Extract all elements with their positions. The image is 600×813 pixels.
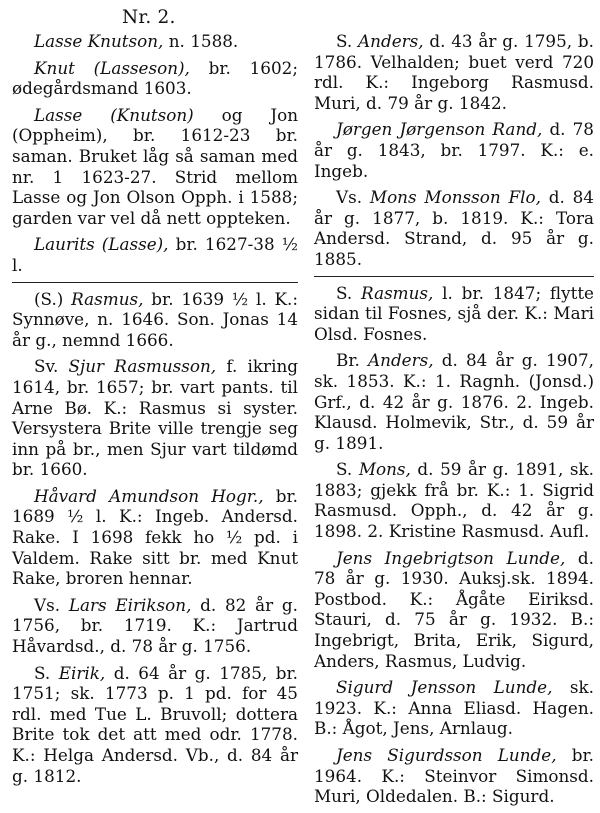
entry-person-name: Lasse (Knutson) [34, 104, 194, 125]
entry-prefix: S. [336, 282, 362, 303]
genealogy-entry [314, 350, 594, 453]
entry-person-name: Håvard Amundson Hogr., [34, 485, 264, 506]
entry-text: d. 84 år g. 1877, b. 1819. K.: Tora Andersd. Strand, d. 95 år g. 1885. [314, 187, 594, 269]
entry-person-name: Laurits (Lasse), [34, 234, 169, 255]
genealogy-entry [314, 677, 594, 739]
section-divider [12, 282, 298, 283]
entry-person-name: Lasse Knutson, [34, 31, 164, 51]
entry-text: d. 82 år g. 1756, br. 1719. K.: Jartrud Håvardsd., d. 78 år g. 1756. [12, 594, 298, 657]
genealogy-entry [12, 663, 298, 787]
genealogy-entry [12, 595, 298, 657]
entry-prefix: Vs. [34, 594, 69, 615]
section-divider [314, 276, 594, 277]
entry-text: br. 1602; ødegårdsmand 1603. [12, 57, 298, 99]
entry-person-name: Mons, [358, 459, 411, 480]
entry-person-name: Jens Sigurdsson Lunde, [336, 745, 557, 765]
entry-person-name: Anders, [368, 350, 434, 371]
entry-person-name: Anders, [358, 31, 424, 51]
entry-text: f. ikring 1614, br. 1657; br. vart pants. til Arne Bø. K.: Rasmus si syster. Versystera Brite ville trengje seg inn på br., men Sjur vart tildømd br. 1660. [12, 356, 298, 480]
entry-text: sk. 1923. K.: Anna Eliasd. Hagen. B.: Ågot, Jens, Arnlaug. [314, 677, 594, 739]
genealogy-entry [12, 58, 298, 99]
entry-person-name: Sjur Rasmusson, [68, 356, 217, 377]
genealogy-entry [314, 283, 594, 345]
entry-person-name: Mons Monsson Flo, [369, 187, 541, 208]
entry-text: og Jon (Oppheim), br. 1612-23 br. saman. Bruket låg så saman med nr. 1 1623-27. Strid mellom Lasse og Jon Olson Opph. i 1588; garden var vel då nett oppteken. [12, 104, 298, 228]
entry-prefix: S. [336, 459, 359, 480]
entry-text: n. 1588. [163, 31, 239, 51]
entry-person-name: Rasmus, [71, 288, 144, 309]
entry-text: d. 59 år g. 1891, sk. 1883; gjekk frå br. K.: 1. Sigrid Rasmusd. Opph., d. 42 år g. 1898. 2. Kristine Rasmusd. Aufl. [314, 459, 594, 542]
entry-person-name: Jørgen Jørgenson Rand, [336, 119, 543, 140]
entry-text: d. 84 år g. 1907, sk. 1853. K.: 1. Ragnh. (Jonsd.) Grf., d. 42 år g. 1876. 2. Ingeb. Klausd. Holmevik, Str., d. 59 år g. 1891. [314, 350, 594, 453]
entry-prefix: Br. [336, 350, 369, 371]
entry-text: d. 64 år g. 1785, br. 1751; sk. 1773 p. 1 pd. for 45 rdl. med Tue L. Bruvoll; dottera Brite tok det att med odr. 1778. K.: Helga Andersd. Vb., d. 84 år g. 1812. [12, 662, 298, 786]
genealogy-entry [12, 356, 298, 480]
genealogy-entry [314, 459, 594, 541]
entry-text: br. 1689 ½ l. K.: Ingeb. Andersd. Rake. I 1698 fekk ho ½ pd. i Valdem. Rake sitt br. med Knut Rake, broren hennar. [12, 485, 299, 589]
page-heading: Nr. 2. [122, 7, 176, 28]
entry-text: d. 78 år g. 1843, br. 1797. K.: e. Ingeb. [314, 119, 594, 181]
entry-text: br. 1964. K.: Steinvor Simonsd. Muri, Oldedalen. B.: Sigurd. [314, 745, 594, 807]
entry-person-name: Sigurd Jensson Lunde, [336, 677, 553, 698]
entry-person-name: Jens Ingebrigtson Lunde, [336, 547, 566, 568]
genealogy-entry [314, 745, 594, 807]
genealogy-entry [314, 187, 594, 269]
genealogy-entry [314, 548, 594, 672]
entry-text: d. 78 år g. 1930. Auksj.sk. 1894. Postbod. K.: Ågåte Eiriksd. Stauri, d. 75 år g. 1932. B.: Ingebrigt, Brita, Erik, Sigurd, Anders, Rasmus, Ludvig. [314, 547, 594, 671]
genealogy-entry [314, 31, 594, 113]
genealogy-entry [12, 234, 298, 275]
genealogy-entry [12, 105, 298, 229]
entry-prefix: (S.) [34, 288, 72, 309]
genealogy-entry [314, 119, 594, 181]
entry-text: br. 1639 ½ l. K.: Synnøve, n. 1646. Son. Jonas 14 år g., nemnd 1666. [12, 288, 299, 350]
left-column [12, 31, 298, 792]
entry-person-name: Rasmus, [361, 282, 434, 303]
genealogy-entry [12, 289, 298, 351]
entry-text: d. 43 år g. 1795, b. 1786. Velhalden; buet verd 720 rdl. K.: Ingeborg Rasmusd. Muri, d. 79 år g. 1842. [314, 31, 594, 113]
genealogy-entry [12, 486, 298, 589]
right-column [314, 31, 594, 813]
entry-text: br. 1627-38 ½ l. [12, 234, 298, 275]
entry-person-name: Eirik, [58, 662, 106, 683]
genealogy-entry [12, 31, 298, 52]
entry-prefix: Sv. [34, 356, 69, 377]
entry-text: l. br. 1847; flytte sidan til Fosnes, sjå der. K.: Mari Olsd. Fosnes. [314, 282, 594, 344]
entry-person-name: Knut (Lasseson), [34, 57, 190, 78]
entry-prefix: S. [336, 31, 359, 51]
entry-prefix: Vs. [336, 187, 370, 208]
entry-person-name: Lars Eirikson, [68, 594, 192, 615]
entry-prefix: S. [34, 662, 59, 683]
